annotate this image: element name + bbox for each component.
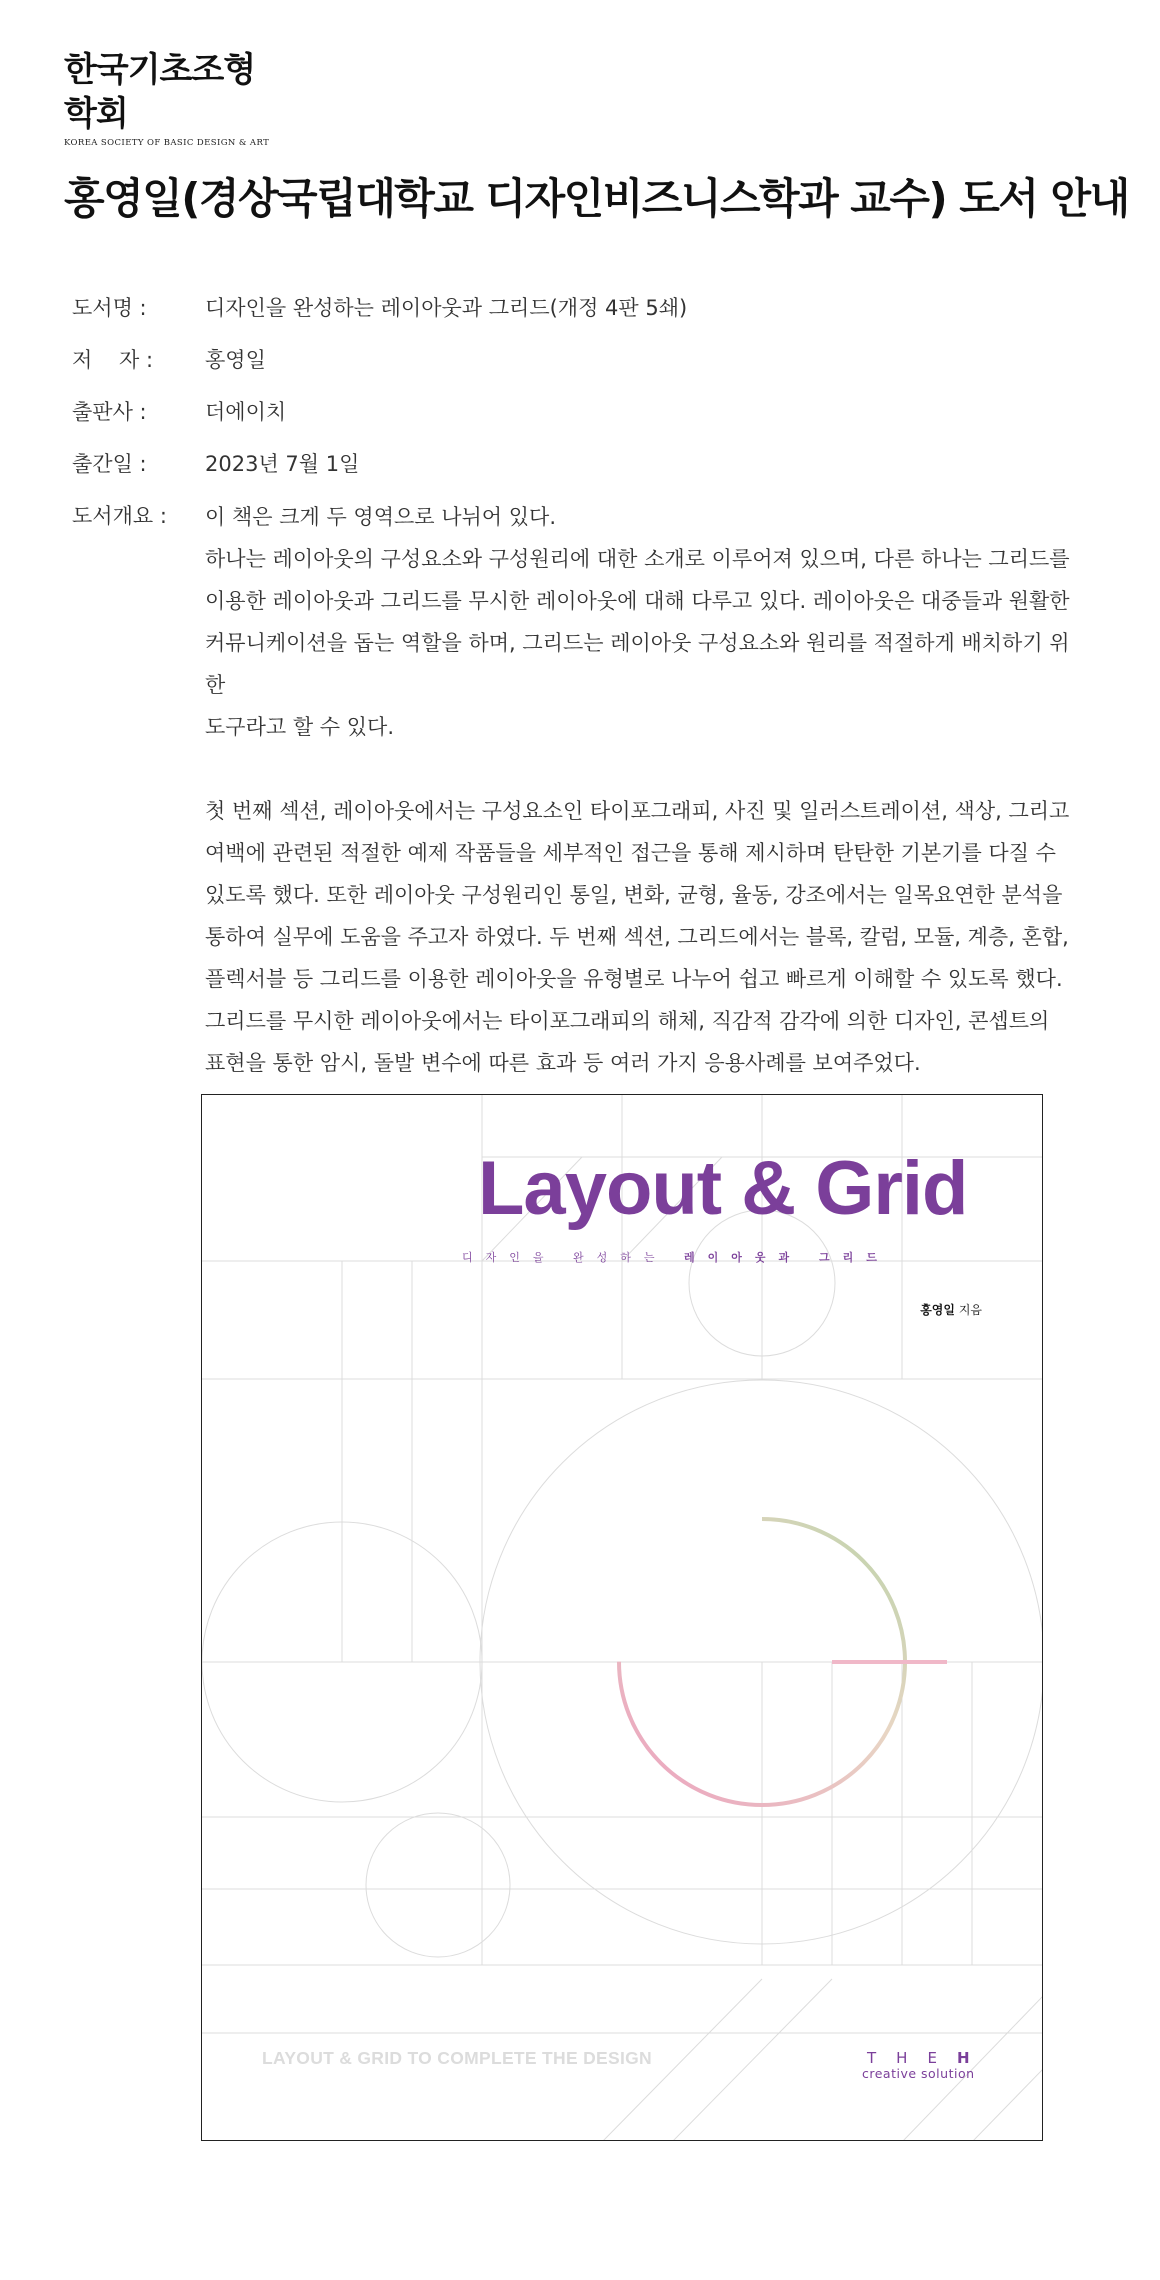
info-row-summary (72, 496, 1072, 1084)
cover-subtitle (462, 1249, 890, 1265)
publisher-tagline: creative solution (862, 2066, 975, 2081)
summary-line: 플렉서블 등 그리드를 이용한 레이아웃을 유형별로 나누어 쉽고 빠르게 이해할 수 있도록 했다. (205, 967, 1063, 991)
summary-line: 표현을 통한 암시, 돌발 변수에 따른 효과 등 여러 가지 응용사례를 보여주었다. (205, 1051, 921, 1075)
summary-line: 이 책은 크게 두 영역으로 나뉘어 있다. (205, 505, 557, 529)
cover-subtitle-bold: 레이아웃과 그리드 (684, 1251, 890, 1264)
page-title: 홍영일(경상국립대학교 디자인비즈니스학과 교수) 도서 안내 (64, 174, 1129, 223)
publisher-name (862, 2049, 975, 2067)
summary-label: 도서개요 : (72, 504, 167, 528)
title-value: 디자인을 완성하는 레이아웃과 그리드(개정 4판 5쇄) (205, 296, 688, 320)
cover-author-name: 홍영일 (920, 1303, 955, 1317)
summary-line: 커뮤니케이션을 돕는 역할을 하며, 그리드는 레이아웃 구성요소와 원리를 적절하게 배치하기 위한 (205, 631, 1070, 697)
cover-author-suffix: 지음 (958, 1303, 982, 1317)
publisher-logo (862, 2049, 975, 2081)
summary-line: 도구라고 할 수 있다. (205, 715, 394, 739)
book-cover-image (201, 1094, 1043, 2141)
publisher-value: 더에이치 (205, 400, 287, 424)
info-row-publisher (72, 392, 1072, 432)
book-info (72, 288, 1072, 1084)
date-value: 2023년 7월 1일 (205, 452, 360, 476)
summary-line: 첫 번째 섹션, 레이아웃에서는 구성요소인 타이포그래피, 사진 및 일러스트레이션, 색상, 그리고 (205, 799, 1070, 823)
summary-line: 있도록 했다. 또한 레이아웃 구성원리인 통일, 변화, 균형, 율동, 강조에서는 일목요연한 분석을 (205, 883, 1063, 907)
info-row-author (72, 340, 1072, 380)
logo-korean: 한국기초조형학회 (64, 50, 256, 134)
info-row-title (72, 288, 1072, 328)
publisher-name-light: THE (867, 2049, 957, 2067)
summary-line: 이용한 레이아웃과 그리드를 무시한 레이아웃에 대해 다루고 있다. 레이아웃은 대중들과 원활한 (205, 589, 1070, 613)
publisher-label: 출판사 : (72, 400, 147, 424)
summary-line: 여백에 관련된 적절한 예제 작품들을 세부적인 접근을 통해 제시하며 탄탄한 기본기를 다질 수 (205, 841, 1056, 865)
author-label: 저 자 : (72, 348, 154, 372)
summary-line: 통하여 실무에 도움을 주고자 하였다. 두 번째 섹션, 그리드에서는 블록, 칼럼, 모듈, 계층, 혼합, (205, 925, 1069, 949)
cover-subtitle-light: 디자인을 완성하는 (462, 1251, 668, 1264)
publisher-name-bold: H (956, 2049, 970, 2067)
society-logo (64, 48, 284, 148)
title-label: 도서명 : (72, 296, 147, 320)
cover-author (920, 1301, 982, 1318)
author-value: 홍영일 (205, 348, 266, 372)
summary-line: 하나는 레이아웃의 구성요소와 구성원리에 대한 소개로 이루어져 있으며, 다른 하나는 그리드를 (205, 547, 1070, 571)
summary-line: 그리드를 무시한 레이아웃에서는 타이포그래피의 해체, 직감적 감각에 의한 디자인, 콘셉트의 (205, 1009, 1050, 1033)
summary-text (205, 496, 1072, 1084)
info-row-date (72, 444, 1072, 484)
date-label: 출간일 : (72, 452, 147, 476)
cover-english-title: LAYOUT & GRID TO COMPLETE THE DESIGN (262, 2048, 652, 2068)
logo-english: KOREA SOCIETY OF BASIC DESIGN & ART (64, 138, 270, 148)
cover-title: Layout & Grid (478, 1146, 968, 1231)
